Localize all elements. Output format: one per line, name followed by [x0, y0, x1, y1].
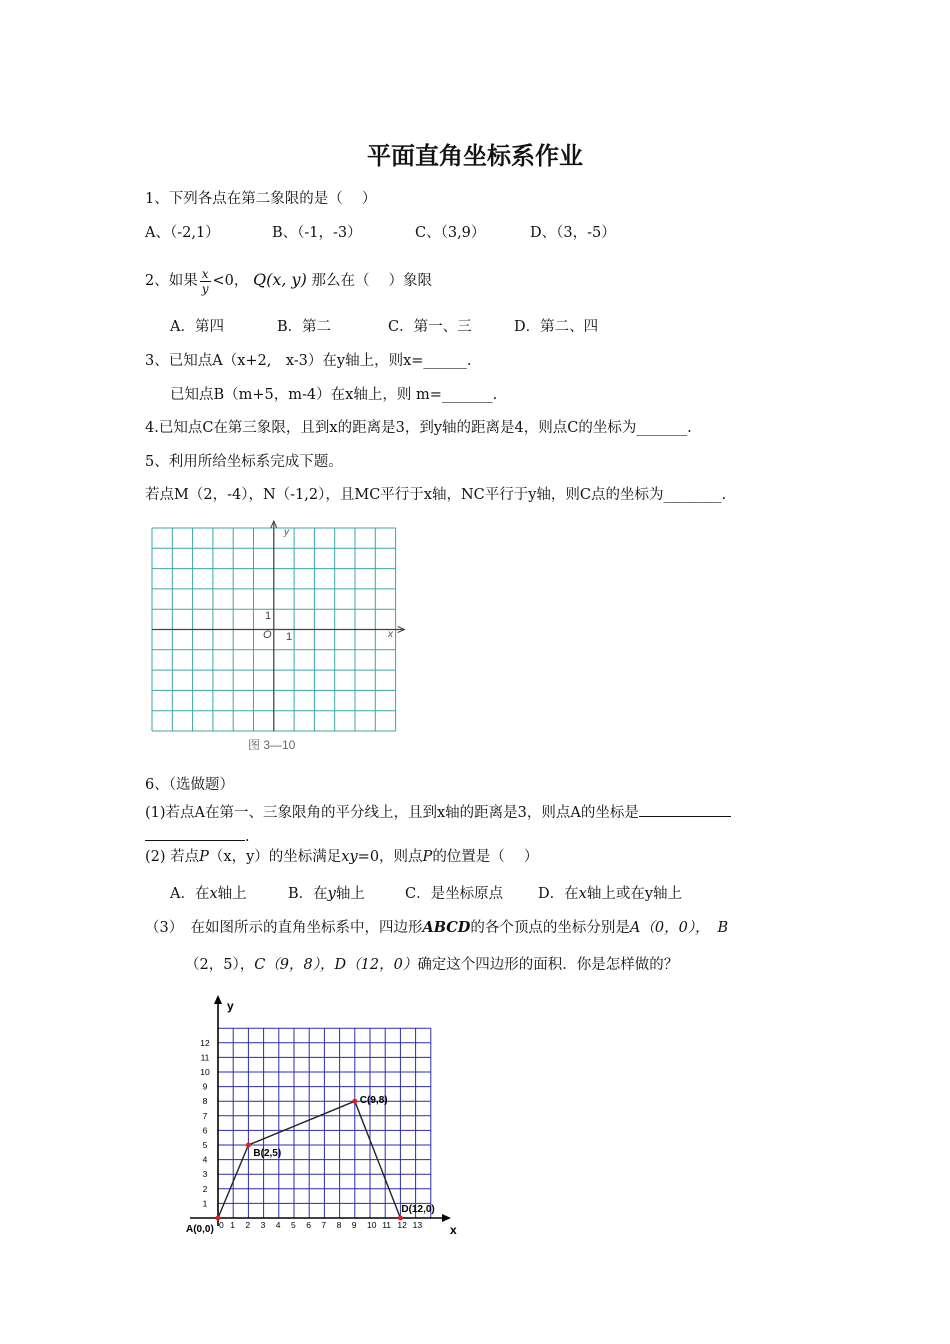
quad-x-tick: 6: [306, 1220, 311, 1230]
q2-cond: <0，: [212, 273, 249, 289]
q6-p2-option-d: D．在x轴上或在y轴上: [538, 886, 683, 902]
q5-coordinate-grid: [140, 520, 410, 760]
q2-fraction: [200, 267, 211, 296]
q2-option-b: B．第二: [277, 319, 332, 335]
q6-p3-B: B: [717, 920, 729, 936]
quad-x-tick: 13: [412, 1220, 423, 1230]
q5-body: 若点M（2，-4），N（-1,2），且MC平行于x轴，NC平行于y轴，则C点的坐标为________.: [145, 487, 727, 503]
quad-y-tick: 12: [200, 1037, 210, 1048]
q6-p3-end: 确定这个四边形的面积．你是怎样做的？: [417, 957, 679, 973]
q6-p2-xy: xy: [341, 849, 358, 865]
q6-p2-option-c: C．是坐标原点: [405, 886, 504, 902]
q6-p3-text1: （3） 在如图所示的直角坐标系中，四边形: [145, 920, 423, 936]
q2-prefix: 2、如果: [145, 273, 198, 289]
quad-y-tick: 3: [202, 1169, 208, 1180]
q2-frac-num: x: [201, 266, 209, 281]
quad-point: [216, 1216, 221, 1221]
quad-grid-lines: [218, 1028, 431, 1218]
quad-x-label: x: [450, 1223, 457, 1237]
page-title: 平面直角坐标系作业: [367, 142, 583, 170]
quad-point: [246, 1143, 251, 1148]
q1-option-b: B、（-1，-3）: [272, 225, 362, 241]
q2-suffix: 那么在（ ）象限: [311, 273, 433, 289]
quad-x-tick: 7: [321, 1220, 327, 1230]
q6-p2-end: 的位置是（ ）: [432, 849, 539, 865]
q6-part2: [145, 848, 538, 866]
quad-x-tick: 11: [382, 1220, 392, 1230]
quad-x-tick: 3: [260, 1220, 266, 1230]
q5-unit-y: 1: [265, 610, 272, 622]
q6-p2-mid2: =0，则点: [357, 849, 423, 865]
quad-y-tick: 4: [202, 1154, 208, 1165]
q6-p3-text1b: 的各个顶点的坐标分别是: [470, 920, 630, 936]
q6-p2-option-a: A．在x轴上: [170, 886, 247, 902]
quad-x-tick: 9: [351, 1220, 357, 1230]
q6-part1-end: .: [245, 829, 250, 845]
q5-unit-x: 1: [286, 631, 293, 643]
q2-option-d: D．第二、四: [514, 319, 599, 335]
q1-option-a: A、（-2,1）: [145, 225, 220, 241]
quad-x-tick: 10: [367, 1220, 377, 1230]
quad-x-tick: 8: [336, 1220, 342, 1230]
quad-point: [352, 1099, 357, 1104]
q6-part1-cont: [145, 826, 250, 846]
quad-x-tick: 4: [275, 1220, 281, 1230]
q6-head: 6、（选做题）: [145, 777, 234, 793]
quad-y-tick: 11: [200, 1052, 210, 1063]
quad-y-tick: 2: [202, 1183, 208, 1194]
quad-x-tick: 2: [245, 1220, 251, 1230]
quad-x-tick: 5: [291, 1220, 296, 1230]
quad-y-tick: 8: [202, 1096, 208, 1107]
q6-part1-text: (1)若点A在第一、三象限角的平分线上，且到x轴的距离是3，则点A的坐标是: [145, 805, 639, 821]
quad-point-label: C(9,8): [359, 1095, 388, 1107]
quad-y-tick: 6: [202, 1125, 208, 1136]
q6-p3-abcd: ABCD: [422, 919, 471, 936]
q6-part1-blank: [639, 802, 731, 817]
quad-x-tick: 1: [230, 1220, 235, 1230]
q6-part1: [145, 802, 731, 822]
q6-p2-mid: （x，y）的坐标满足: [208, 849, 342, 865]
q5-origin-label: O: [263, 629, 272, 641]
quad-point-label: A(0,0): [186, 1224, 214, 1235]
q1-stem: 1、下列各点在第二象限的是（ ）: [145, 191, 377, 207]
q6-part3-line1: [145, 919, 728, 937]
quad-x-tick: 0: [219, 1220, 224, 1230]
quad-x-arrow-icon: [442, 1214, 451, 1222]
quad-y-label: y: [227, 999, 234, 1013]
q4-text: 4.已知点C在第三象限，且到x的距离是3，到y轴的距离是4，则点C的坐标为_______.: [145, 420, 692, 436]
q5-x-label: x: [388, 629, 393, 640]
quad-y-tick: 9: [202, 1081, 208, 1092]
quadrilateral-chart: [180, 990, 480, 1240]
quad-y-tick: 7: [202, 1110, 208, 1121]
q3-line1: 3、已知点A（x+2, x-3）在y轴上，则x=______.: [145, 353, 472, 369]
q1-option-d: D、（3，-5）: [530, 225, 616, 241]
quad-y-arrow-icon: [214, 995, 222, 1004]
q2-point: Q(x, y): [253, 270, 307, 289]
q6-p2-P2: P: [422, 849, 433, 865]
q5-grid-lines: [152, 521, 405, 731]
q6-p2-P: P: [199, 849, 209, 865]
quad-y-tick: 10: [200, 1067, 210, 1077]
q6-p3-A: A（0，0），: [629, 920, 710, 936]
q5-stem: 5、利用所给坐标系完成下题。: [145, 454, 343, 470]
quad-y-tick: 5: [202, 1140, 208, 1150]
q6-part3-line2: [185, 956, 678, 974]
quad-y-tick: 1: [202, 1198, 208, 1209]
quad-point-label: B(2,5): [253, 1148, 282, 1159]
q6-part1-blank2: [145, 826, 245, 841]
q6-p2-prefix: (2) 若点: [145, 849, 200, 865]
quad-point: [398, 1216, 403, 1221]
q2-frac-den: y: [201, 281, 209, 296]
q6-p3-C: C（9，8），: [254, 957, 335, 973]
q2-option-c: C．第一、三: [388, 319, 472, 335]
quad-x-tick: 12: [397, 1220, 407, 1230]
q5-figure-caption: 图 3—10: [248, 738, 296, 752]
q2-stem: [145, 262, 432, 299]
q6-p2-option-b: B．在y轴上: [288, 886, 365, 902]
q2-option-a: A．第四: [170, 319, 224, 335]
q6-p3-D: D（12，0）: [334, 957, 418, 973]
q6-p3-text2: （2，5），: [185, 957, 255, 973]
quad-point-label: D(12,0): [401, 1204, 435, 1215]
q1-option-c: C、（3,9）: [415, 225, 486, 241]
q5-y-label: y: [284, 527, 289, 538]
q3-line2: 已知点B（m+5，m-4）在x轴上，则 m=_______.: [170, 387, 498, 403]
